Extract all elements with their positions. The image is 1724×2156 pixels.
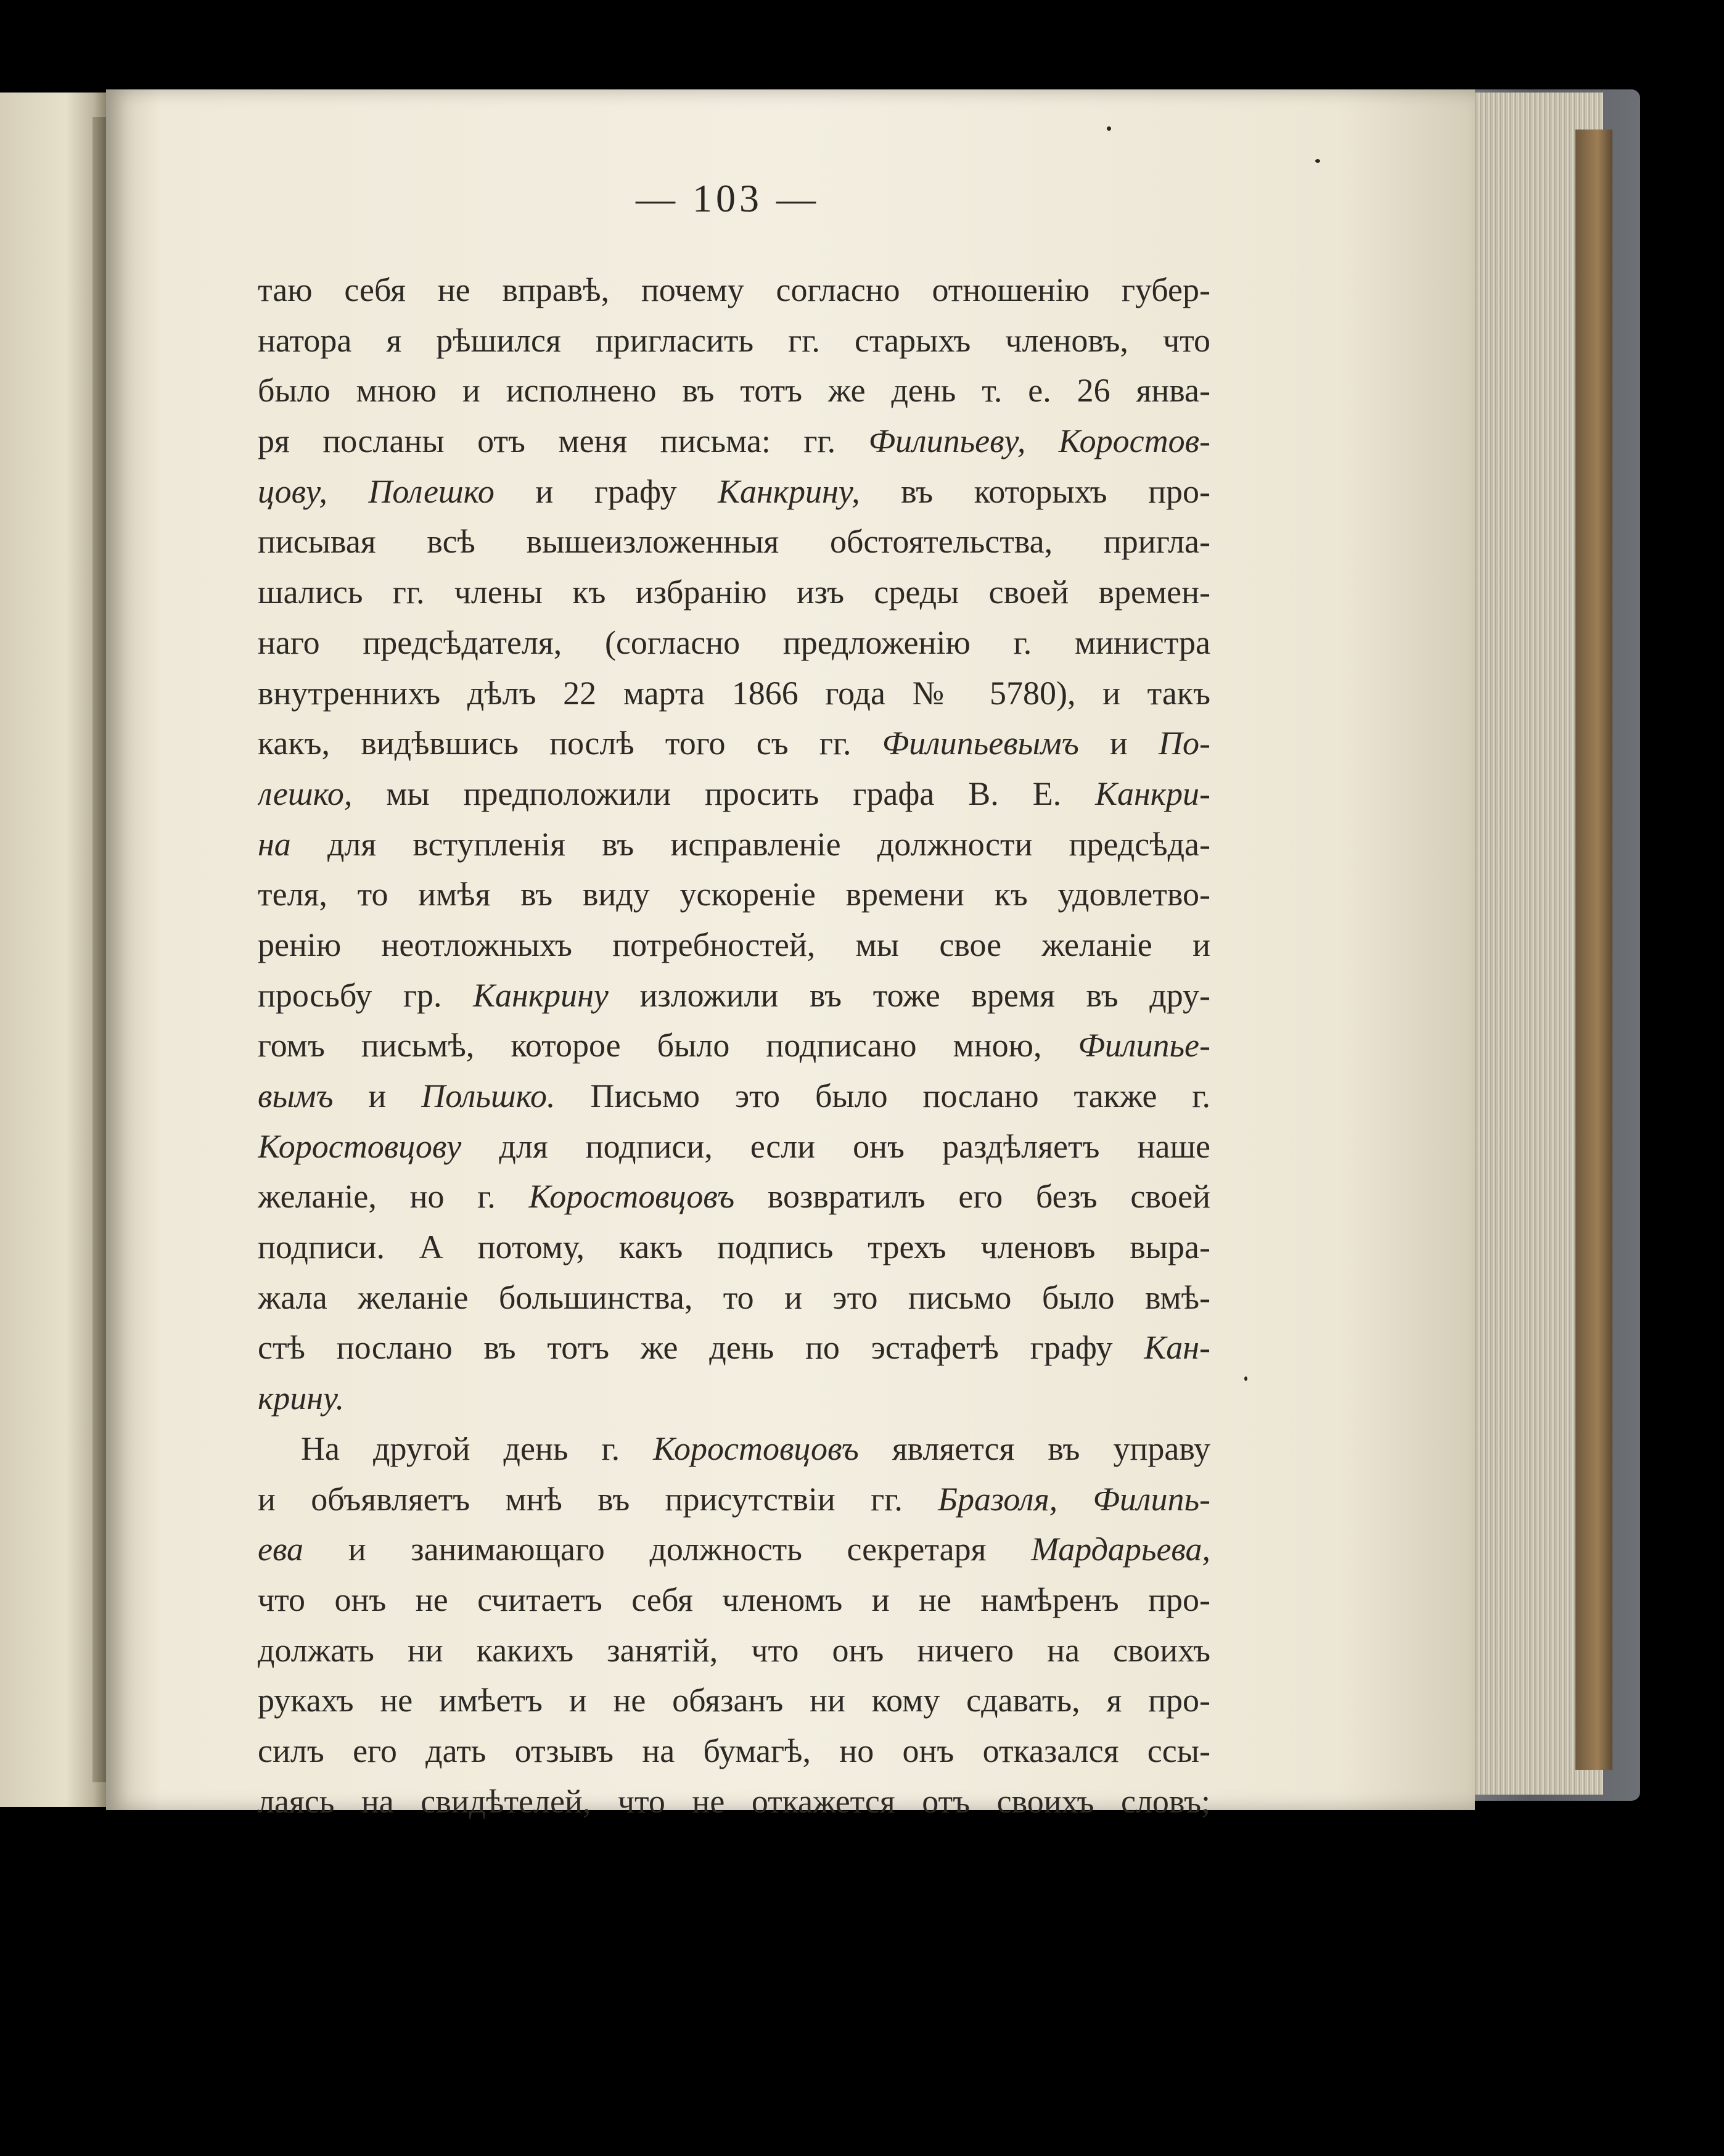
text-segment: силъ его дать отзывъ на бумагѣ, но онъ отказался ссы- [258, 1732, 1210, 1769]
text-line [258, 567, 1210, 618]
italic-name-segment: на [258, 825, 291, 863]
page-number: — 103 — [636, 176, 819, 220]
text-segment: писывая всѣ вышеизложенныя обстоятельства, пригла- [258, 523, 1210, 561]
text-segment: мы предположили просить графа В. Е. [352, 775, 1096, 812]
text-segment: для вступленія въ исправленіе должности предсѣда- [290, 825, 1210, 863]
text-segment: является въ управу [858, 1430, 1210, 1467]
text-segment: что онъ не считаетъ себя членомъ и не намѣренъ про- [258, 1581, 1210, 1618]
text-segment: было мною и исполнено въ тотъ же день т. е. 26 янва- [258, 372, 1210, 409]
text-segment: гомъ письмѣ, которое было подписано мною, [258, 1027, 1078, 1064]
ink-speck [1244, 1376, 1247, 1381]
text-segment: ря посланы отъ меня письма: гг. [258, 422, 869, 460]
text-segment: и [333, 1077, 422, 1114]
italic-name-segment: вымъ [258, 1077, 334, 1114]
text-line [258, 820, 1210, 870]
italic-name-segment: ева [258, 1531, 304, 1568]
italic-name-segment: Коростовцовъ [653, 1430, 859, 1467]
italic-name-segment: Коростовцовъ [528, 1178, 735, 1216]
ink-speck [1107, 126, 1111, 131]
text-segment: для подписи, если онъ раздѣляетъ наше [461, 1127, 1210, 1165]
text-line [258, 1524, 1210, 1575]
italic-name-segment: лешко, [258, 775, 353, 812]
italic-name-segment: Кан- [1144, 1329, 1210, 1367]
page-text [258, 265, 1210, 1827]
ink-speck [1315, 159, 1320, 163]
text-line [258, 618, 1210, 669]
text-segment: Письмо это было послано также г. [555, 1077, 1210, 1114]
text-line [258, 1323, 1210, 1373]
text-segment: возвратилъ его безъ своей [734, 1178, 1210, 1216]
text-segment: внутреннихъ дѣлъ 22 марта 1866 года № 5780), и такъ [258, 674, 1210, 712]
text-segment: изложили въ тоже время въ дру- [608, 976, 1210, 1014]
text-segment: и занимающаго должность секретаря [303, 1531, 1032, 1568]
text-segment: наго предсѣдателя, (согласно предложенію г. министра [258, 623, 1210, 661]
text-segment: и [1078, 725, 1159, 762]
text-segment: и объявляетъ мнѣ въ присутствіи гг. [258, 1480, 938, 1518]
text-segment: шались гг. члены къ избранію изъ среды своей времен- [258, 574, 1210, 611]
text-segment: стѣ послано въ тотъ же день по эстафетѣ графу [258, 1329, 1144, 1367]
italic-name-segment: Филипье- [1078, 1027, 1210, 1064]
text-line [258, 1626, 1210, 1676]
text-segment: должать ни какихъ занятій, что онъ ничего на своихъ [258, 1631, 1210, 1669]
text-segment: въ которыхъ про- [860, 472, 1210, 510]
text-line [258, 870, 1210, 920]
text-segment: желаніе, но г. [258, 1178, 529, 1216]
text-segment: ренію неотложныхъ потребностей, мы свое желаніе и [258, 926, 1210, 963]
cover-inner-edge [1575, 130, 1612, 1770]
text-segment: просьбу гр. [258, 976, 474, 1014]
text-line [258, 1273, 1210, 1323]
italic-name-segment: Коростовцову [258, 1127, 462, 1165]
text-line [258, 366, 1210, 416]
text-line [258, 467, 1210, 517]
text-line [258, 265, 1210, 316]
text-line [258, 1373, 1210, 1424]
text-line [258, 1726, 1210, 1777]
text-line [258, 1475, 1210, 1525]
text-line [258, 1071, 1210, 1122]
text-segment: рукахъ не имѣетъ и не обязанъ ни кому сдавать, я про- [258, 1682, 1210, 1719]
text-line [258, 1676, 1210, 1726]
italic-name-segment: Польшко. [421, 1077, 556, 1114]
text-line [258, 920, 1210, 971]
text-segment: подписи. А потому, какъ подпись трехъ членовъ выра- [258, 1228, 1210, 1266]
text-line [258, 1172, 1210, 1222]
text-line [258, 718, 1210, 769]
text-line [258, 669, 1210, 719]
italic-name-segment: Бразоля, Филипь- [938, 1480, 1210, 1518]
text-line [258, 1777, 1210, 1827]
text-segment: какъ, видѣвшись послѣ того съ гг. [258, 725, 882, 762]
text-line [258, 517, 1210, 567]
text-line [258, 1424, 1210, 1475]
text-line [258, 1122, 1210, 1172]
italic-name-segment: Мардарьева, [1031, 1531, 1210, 1568]
italic-name-segment: крину. [258, 1380, 345, 1417]
text-line [258, 769, 1210, 820]
text-line [258, 971, 1210, 1021]
text-segment: натора я рѣшился пригласить гг. старыхъ членовъ, что [258, 321, 1210, 359]
italic-name-segment: Канкрину, [718, 472, 860, 510]
italic-name-segment: Филипьевымъ [882, 725, 1079, 762]
text-line [258, 1021, 1210, 1071]
text-line [258, 1575, 1210, 1626]
text-line [258, 316, 1210, 366]
text-segment: и графу [494, 472, 718, 510]
italic-name-segment: Канкри- [1095, 775, 1210, 812]
text-segment: таю себя не вправѣ, почему согласно отношенію губер- [258, 271, 1210, 308]
text-segment: лаясь на свидѣтелей, что не откажется отъ своихъ словъ; [258, 1782, 1210, 1820]
italic-name-segment: По- [1159, 725, 1210, 762]
italic-name-segment: Филипьеву, Коростов- [868, 422, 1210, 460]
text-segment: теля, то имѣя въ виду ускореніе времени къ удовлетво- [258, 876, 1210, 913]
text-segment: жала желаніе большинства, то и это письмо было вмѣ- [258, 1278, 1210, 1316]
text-line [258, 416, 1210, 467]
italic-name-segment: цову, Полешко [258, 472, 495, 510]
text-line [258, 1222, 1210, 1273]
text-segment: На другой день г. [301, 1430, 654, 1467]
italic-name-segment: Канкрину [473, 976, 609, 1014]
